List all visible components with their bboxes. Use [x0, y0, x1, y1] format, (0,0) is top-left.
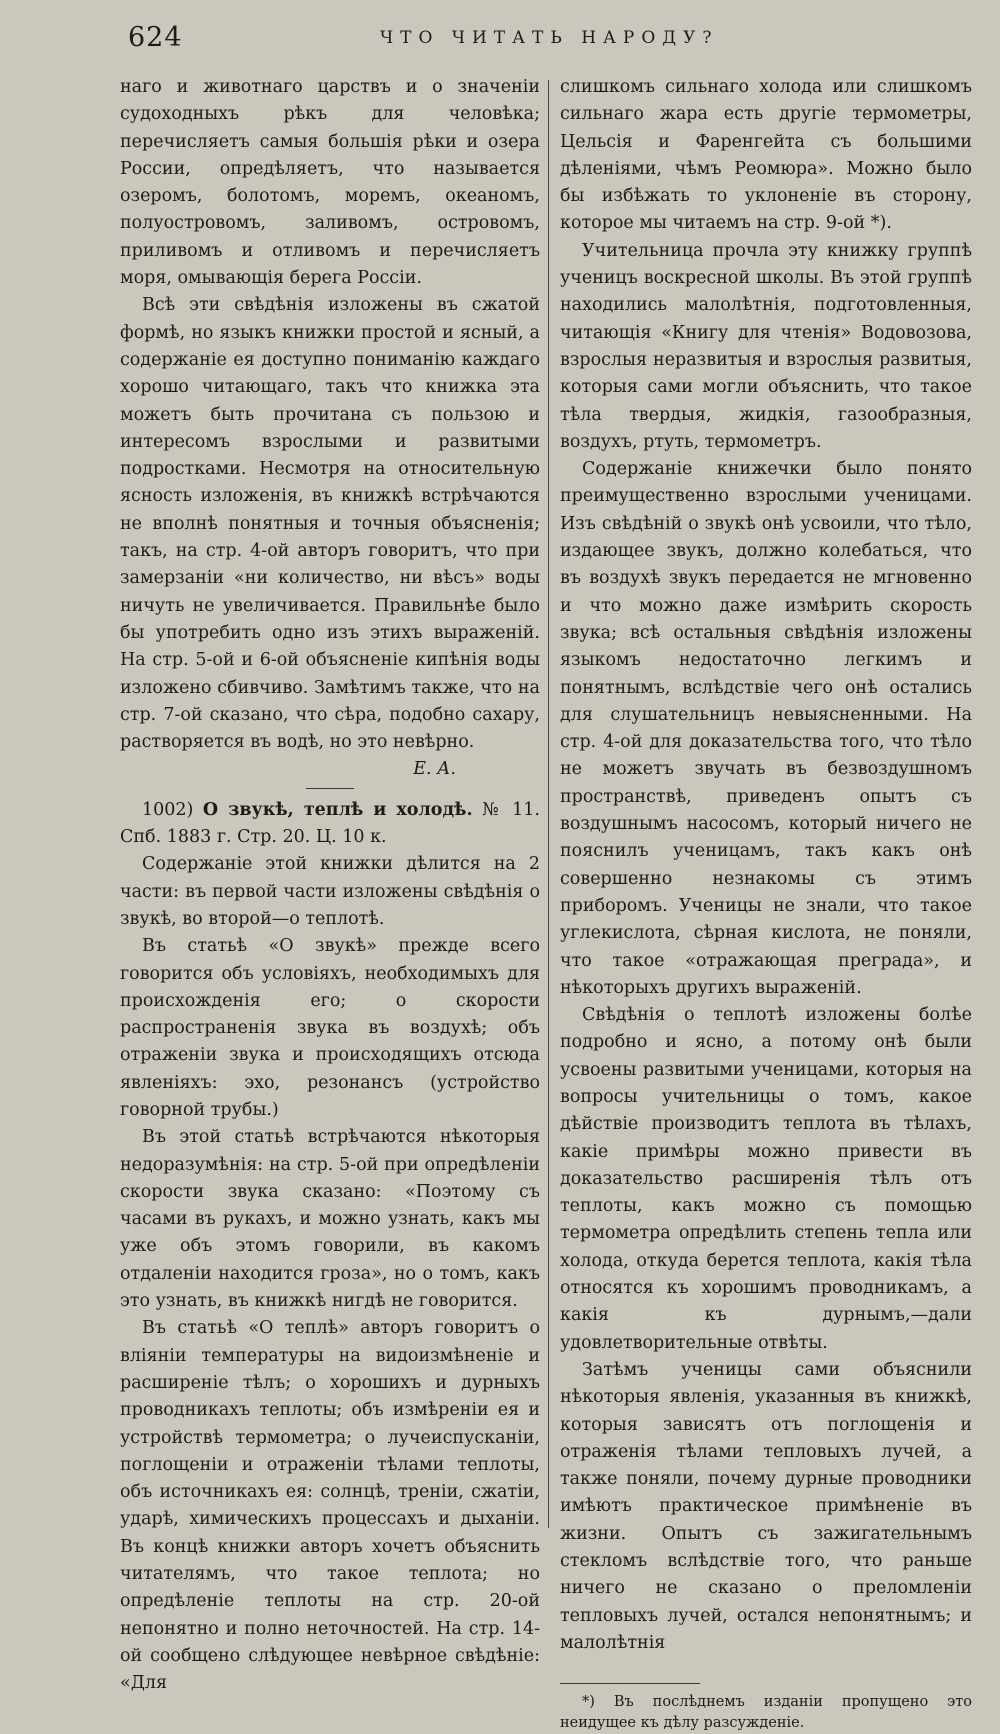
paragraph: Свѣдѣнія о теплотѣ изложены болѣе подробно и ясно, а потому онѣ были усвоены развитыми ученицами, которыя на вопросы учительницы о томъ, какое дѣйствіе производитъ теплота въ тѣлахъ, какіе примѣры можно привести въ доказательство расширенія тѣлъ отъ теплоты, какъ можно съ помощью термометра опредѣлить степень тепла или холода, откуда берется теплота, какія тѣла относятся къ хорошимъ проводникамъ, а какія къ дурнымъ,—дали удовлетворительные отвѣты.: [560, 1005, 972, 1353]
entry-title: О звукѣ, теплѣ и холодѣ.: [202, 799, 473, 820]
column-divider: [548, 80, 549, 1528]
entry-details: № 11. Спб. 1883 г. Стр. 20. Ц. 10 к.: [120, 799, 540, 848]
right-column: [560, 74, 972, 1734]
paragraph: Содержаніе этой книжки дѣлится на 2 части: въ первой части изложены свѣдѣнія о звукѣ, во второй—о теплотѣ.: [120, 854, 540, 929]
footnote: *) Въ послѣднемъ изданіи пропущено это неидущее къ дѣлу разсужденіе.: [560, 1694, 972, 1732]
paragraph: Всѣ эти свѣдѣнія изложены въ сжатой формѣ, но языкъ книжки простой и ясный, а содержаніе ея доступно пониманію каждаго хорошо читающаго, такъ что книжка эта можетъ быть прочитана съ пользою и интересомъ взрослыми и развитыми подростками. Несмотря на относительную ясность изложенія, въ книжкѣ встрѣчаются не вполнѣ понятныя и точныя объясненія; такъ, на стр. 4-ой авторъ говоритъ, что при замерзаніи «ни количество, ни вѣсъ» воды ничуть не увеличивается. Правильнѣе было бы употребить одно изъ этихъ выраженій. На стр. 5-ой и 6-ой объясненіе кипѣнія воды изложено сбивчиво. Замѣтимъ также, что на стр. 7-ой сказано, что сѣра, подобно сахару, растворяется въ водѣ, но это невѣрно.: [120, 295, 540, 753]
paragraph: наго и животнаго царствъ и о значеніи судоходныхъ рѣкъ для человѣка; перечисляетъ самыя большія рѣки и озера России, опредѣляетъ, что называется озеромъ, болотомъ, моремъ, океаномъ, полуостровомъ, заливомъ, островомъ, приливомъ и отливомъ и перечисляетъ моря, омывающія берега Россіи.: [120, 77, 540, 289]
paragraph: Учительница прочла эту книжку группѣ ученицъ воскресной школы. Въ этой группѣ находились малолѣтнія, подготовленныя, читающія «Книгу для чтенія» Водовозова, взрослыя неразвитыя и взрослыя развитыя, которыя сами могли объяснить, что такое тѣла твердыя, жидкія, газообразныя, воздухъ, ртуть, термометръ.: [560, 240, 972, 452]
paragraph: Содержаніе книжечки было понято преимущественно взрослыми ученицами. Изъ свѣдѣній о звукѣ онѣ усвоили, что тѣло, издающее звукъ, должно колебаться, что въ воздухѣ звукъ передается не мгновенно и что можно даже измѣрить скорость звука; всѣ остальныя свѣдѣнія изложены языкомъ недостаточно легкимъ и понятнымъ, вслѣдствіе чего онѣ остались для слушательницъ невыясненными. На стр. 4-ой для доказательства того, что тѣло не можетъ звучать въ безвоздушномъ пространствѣ, приведенъ опытъ съ воздушнымъ насосомъ, который ничего не пояснилъ ученицамъ, такъ какъ онѣ совершенно незнакомы съ этимъ приборомъ. Ученицы не знали, что такое углекислота, сѣрная кислота, не поняли, что такое «отражающая преграда», и нѣкоторыхъ другихъ выраженій.: [560, 459, 972, 998]
entry-number: 1002): [142, 799, 194, 820]
section-divider: [306, 788, 354, 789]
paragraph: Въ статьѣ «О звукѣ» прежде всего говорится объ условіяхъ, необходимыхъ для происхожденія его; о скорости распространенія звука въ воздухѣ; объ отраженіи звука и происходящихъ отсюда явленіяхъ: эхо, резонансъ (устройство говорной трубы.): [120, 936, 540, 1120]
paragraph: Затѣмъ ученицы сами объяснили нѣкоторыя явленія, указанныя въ книжкѣ, которыя зависятъ отъ поглощенія и отраженія тѣлами тепловыхъ лучей, а также поняли, почему дурные проводники имѣютъ практическое примѣненіе въ жизни. Опытъ съ зажигательнымъ стекломъ вслѣдствіе того, что раньше ничего не сказано о преломленіи тепловыхъ лучей, остался непонятнымъ; и малолѣтнія: [560, 1359, 972, 1653]
footnote-rule: [560, 1683, 700, 1684]
running-title: ЧТО ЧИТАТЬ НАРОДУ?: [380, 28, 719, 48]
paragraph: слишкомъ сильнаго холода или слишкомъ сильнаго жара есть другіе термометры, Цельсія и Фаренгейта съ большими дѣленіями, чѣмъ Реомюра». Можно было бы избѣжать то уклоненіе въ сторону, которое мы читаемъ на стр. 9-ой *).: [560, 77, 972, 234]
review-signature: Е. А.: [413, 759, 456, 780]
paragraph: Въ этой статьѣ встрѣчаются нѣкоторыя недоразумѣнія: на стр. 5-ой при опредѣленіи скорости звука сказано: «Поэтому съ часами въ рукахъ, и можно узнать, какъ мы уже объ этомъ говорили, въ какомъ отдаленіи находится гроза», но о томъ, какъ это узнать, въ книжкѣ нигдѣ не говорится.: [120, 1127, 540, 1312]
page-number: 624: [128, 22, 183, 53]
entry-heading: [120, 797, 540, 852]
left-column: [120, 74, 540, 1698]
paragraph: Въ статьѣ «О теплѣ» авторъ говоритъ о вліяніи температуры на видоизмѣненіе и расширеніе тѣлъ; о хорошихъ и дурныхъ проводникахъ теплоты; объ измѣреніи ея и устройствѣ термометра; о лучеиспусканіи, поглощеніи и отраженіи тѣлами теплоты, объ источникахъ ея: солнцѣ, треніи, сжатіи, ударѣ, химическихъ процессахъ и дыханіи. Въ концѣ книжки авторъ хочетъ объяснить читателямъ, что такое теплота; но опредѣленіе теплоты на стр. 20-ой непонятно и полно неточностей. На стр. 14-ой сообщено слѣдующее невѣрное свѣдѣніе: «Для: [120, 1318, 540, 1694]
